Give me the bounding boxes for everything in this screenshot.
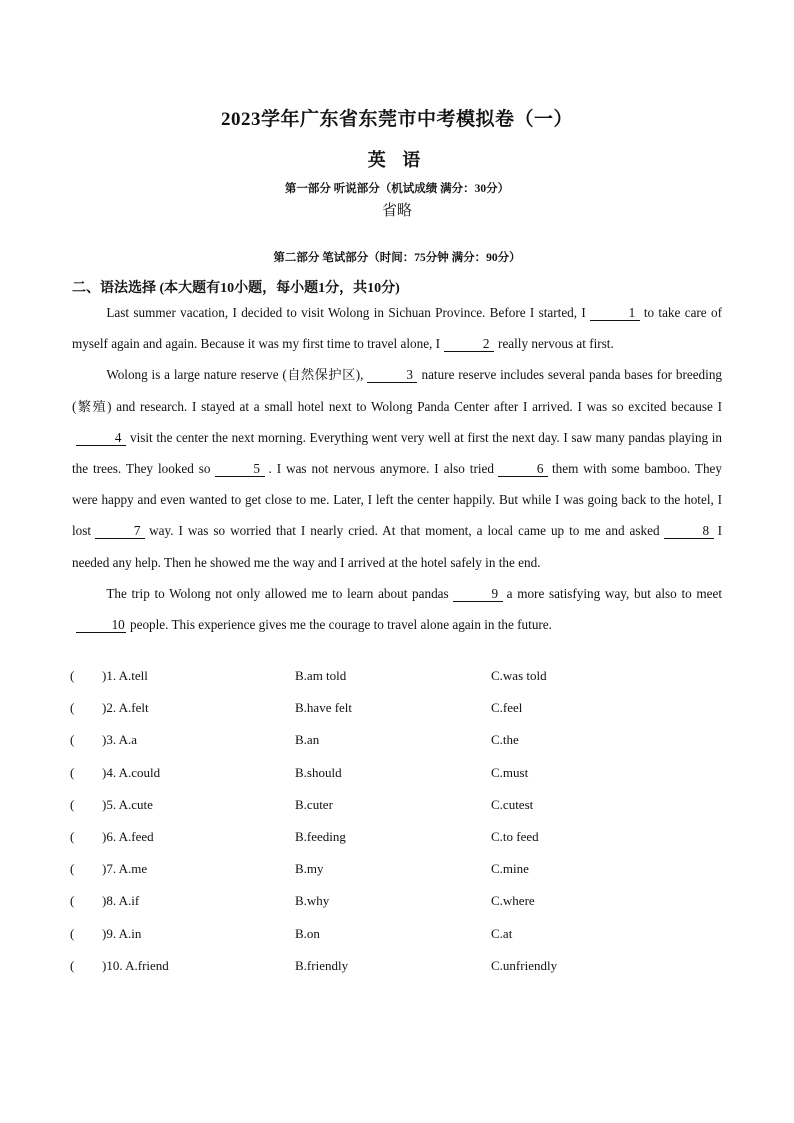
option-b[interactable]: B.why	[295, 893, 330, 909]
blank-5[interactable]: 5	[215, 461, 265, 477]
option-b[interactable]: B.an	[295, 732, 320, 748]
question-row-9	[70, 926, 730, 958]
option-b[interactable]: B.should	[295, 764, 342, 780]
passage-text: them with some bamboo. They were happy and even wanted to get close to me. Later, I left the center happily. But while I was going back to the hotel, I lost	[72, 461, 722, 539]
passage-text: The trip to Wolong not only allowed me to learn about pandas	[106, 585, 449, 601]
passage-text: way. I was so worried that I nearly cried. At that moment, a local came up to me and asked	[149, 523, 660, 539]
answer-paren[interactable]: (	[70, 861, 75, 877]
blank-8[interactable]: 8	[664, 523, 714, 539]
option-b[interactable]: B.feeding	[295, 828, 346, 844]
subject-heading: 英 语	[367, 150, 427, 170]
passage-text: Last summer vacation, I decided to visit Wolong in Sichuan Province. Before I started, I	[106, 305, 586, 320]
option-b[interactable]: B.cuter	[295, 796, 333, 812]
passage-text: visit the center the next morning. Everything went very well at first the next day. I saw many pandas playing in the trees. They looked so	[72, 429, 722, 477]
option-c[interactable]: C.cutest	[491, 796, 534, 812]
answer-paren[interactable]: (	[70, 764, 75, 780]
question-row-6	[70, 829, 730, 861]
blank-1[interactable]: 1	[590, 305, 640, 321]
question-row-8	[70, 893, 730, 925]
option-b[interactable]: B.have felt	[295, 700, 353, 716]
answer-paren[interactable]: (	[70, 893, 75, 909]
passage-paragraph-1	[72, 297, 722, 359]
answer-paren[interactable]: (	[70, 732, 75, 748]
option-c[interactable]: C.at	[491, 925, 513, 941]
blank-9[interactable]: 9	[453, 586, 503, 602]
option-c[interactable]: C.to feed	[491, 828, 539, 844]
passage-text: to take care of myself again and again. Because it was my first time to travel alone, I	[72, 305, 722, 352]
option-a[interactable]: )3. A.a	[102, 732, 138, 748]
option-a[interactable]: )10. A.friend	[102, 957, 169, 973]
blank-6[interactable]: 6	[498, 461, 548, 477]
option-b[interactable]: B.friendly	[295, 957, 349, 973]
passage-text: nature reserve includes several panda bases for breeding (繁殖) and research. I stayed at a small hotel next to Wolong Panda Center after I arrived. I was so excited because I	[72, 367, 722, 414]
option-a[interactable]: )9. A.in	[102, 925, 142, 941]
option-a[interactable]: )5. A.cute	[102, 796, 153, 812]
option-c[interactable]: C.mine	[491, 861, 529, 877]
option-c[interactable]: C.was told	[491, 668, 547, 683]
passage-text: Wolong is a large nature reserve (自然保护区),	[106, 367, 364, 383]
answer-paren[interactable]: (	[70, 957, 75, 973]
question-row-5	[70, 797, 730, 829]
blank-2[interactable]: 2	[444, 336, 494, 352]
option-a[interactable]: )1. A.tell	[102, 668, 148, 683]
section-heading: 二、语法选择 (本大题有10小题，每小题1分，共10分)	[72, 281, 400, 296]
passage-paragraph-3	[72, 578, 722, 640]
option-c[interactable]: C.feel	[491, 700, 523, 716]
part1-omitted-note: 省略	[381, 203, 412, 219]
answer-options	[70, 668, 730, 990]
question-row-7	[70, 861, 730, 893]
question-row-1	[70, 668, 730, 700]
question-row-2	[70, 700, 730, 732]
option-c[interactable]: C.unfriendly	[491, 957, 558, 973]
reading-passage	[72, 297, 722, 640]
passage-text: really nervous at first.	[498, 336, 614, 352]
blank-10[interactable]: 10	[76, 617, 126, 633]
blank-3[interactable]: 3	[367, 367, 417, 383]
option-b[interactable]: B.on	[295, 925, 320, 941]
blank-4[interactable]: 4	[76, 430, 126, 446]
part2-heading: 第二部分 笔试部分（时间：75分钟 满分：90分）	[273, 252, 521, 264]
option-a[interactable]: )2. A.felt	[102, 700, 149, 716]
passage-text: . I was not nervous anymore. I also tried	[268, 461, 494, 477]
option-a[interactable]: )6. A.feed	[102, 828, 154, 844]
answer-paren[interactable]: (	[70, 700, 75, 716]
question-row-3	[70, 732, 730, 764]
part1-heading: 第一部分 听说部分（机试成绩 满分：30分）	[284, 183, 510, 195]
answer-paren[interactable]: (	[70, 796, 75, 812]
answer-paren[interactable]: (	[70, 668, 75, 683]
option-b[interactable]: B.my	[295, 861, 324, 877]
option-c[interactable]: C.must	[491, 764, 529, 780]
question-row-10	[70, 958, 730, 990]
answer-paren[interactable]: (	[70, 925, 75, 941]
option-a[interactable]: )4. A.could	[102, 764, 161, 780]
option-b[interactable]: B.am told	[295, 668, 347, 683]
passage-text: a more satisfying way, but also to meet	[506, 585, 723, 601]
passage-text: people. This experience gives me the courage to travel alone again in the future.	[130, 617, 552, 633]
passage-paragraph-2	[72, 359, 722, 577]
question-row-4	[70, 765, 730, 797]
passage-text: I needed any help. Then he showed me the way and I arrived at the hotel safely in the end.	[72, 523, 722, 570]
option-a[interactable]: )8. A.if	[102, 893, 140, 909]
answer-paren[interactable]: (	[70, 828, 75, 844]
blank-7[interactable]: 7	[95, 523, 145, 539]
option-a[interactable]: )7. A.me	[102, 861, 148, 877]
option-c[interactable]: C.the	[491, 732, 519, 748]
option-c[interactable]: C.where	[491, 893, 535, 909]
page-title: 2023学年广东省东莞市中考模拟卷（一）	[220, 109, 573, 130]
